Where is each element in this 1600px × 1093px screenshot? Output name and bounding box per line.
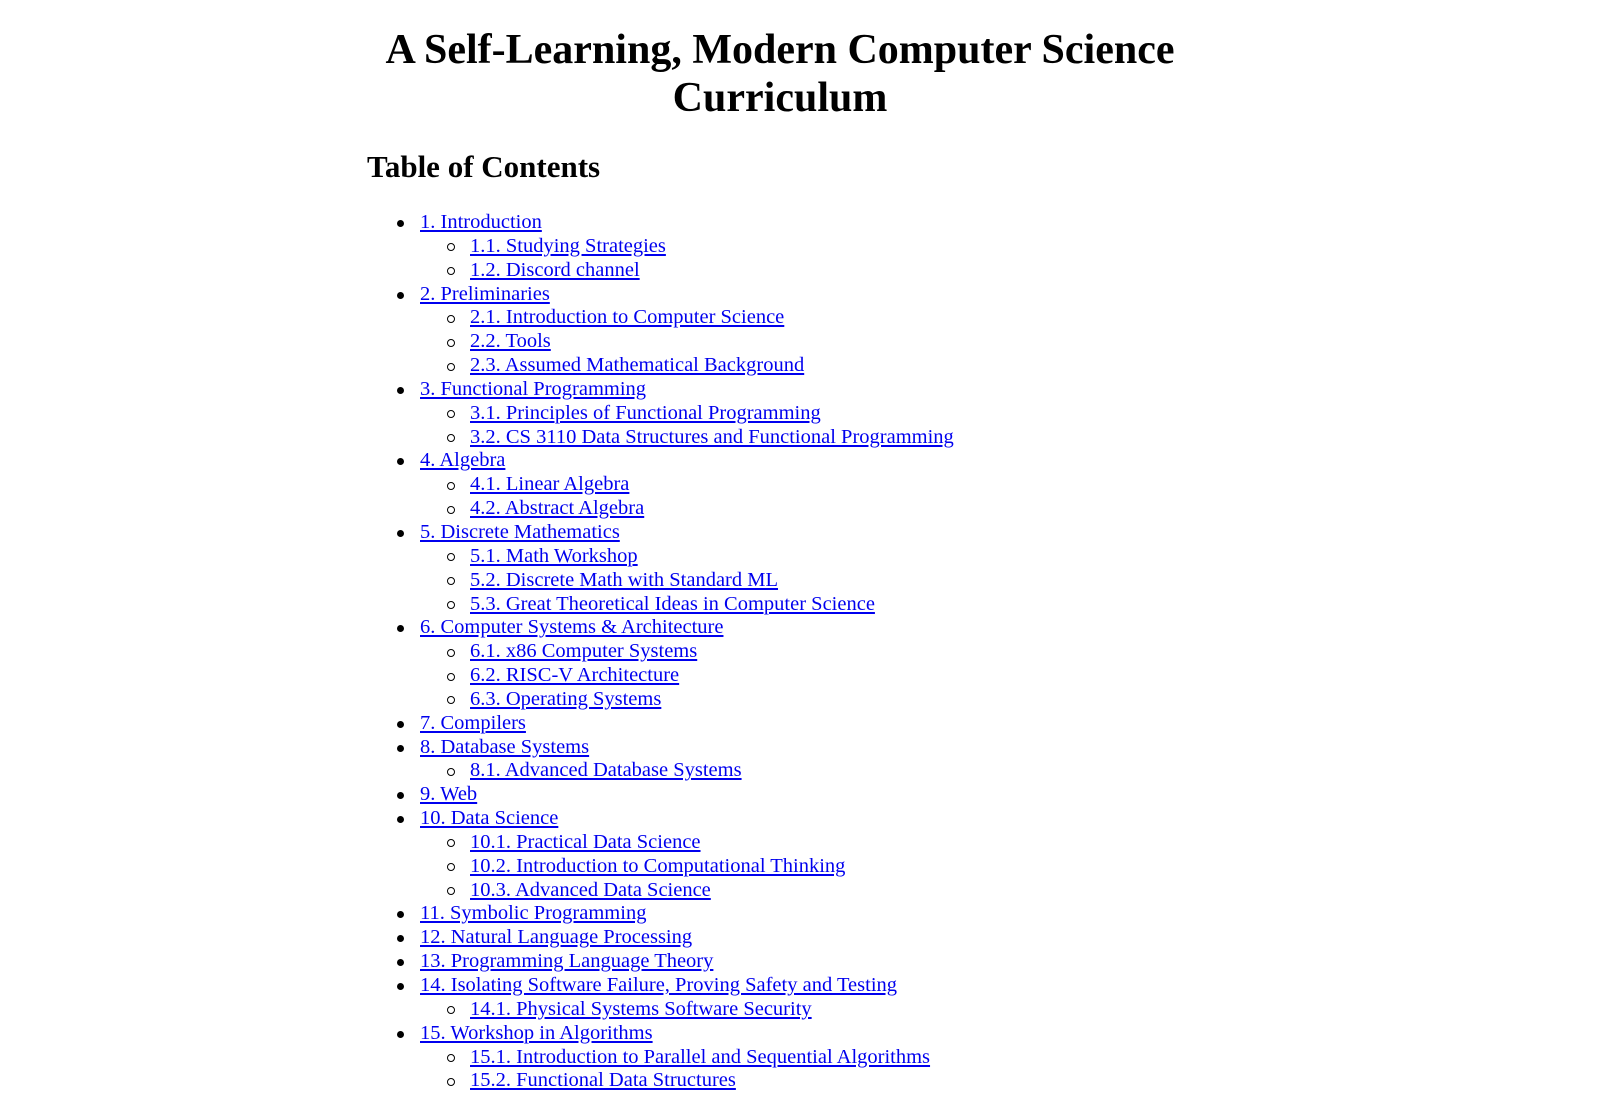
toc-subsection (470, 1046, 954, 1070)
toc-subsection-link[interactable]: 4.1. Linear Algebra (470, 473, 630, 496)
toc-subsection (470, 879, 954, 903)
toc-section (420, 807, 954, 902)
toc-subsection (470, 426, 954, 450)
toc-subsection-link[interactable]: 6.1. x86 Computer Systems (470, 640, 698, 663)
toc-subsection-link[interactable]: 6.3. Operating Systems (470, 687, 662, 710)
toc-section-link[interactable]: 9. Web (420, 783, 478, 806)
toc-section (420, 283, 954, 378)
toc-subsection-link[interactable]: 1.2. Discord channel (470, 258, 640, 281)
toc-subsection (470, 354, 954, 378)
toc-subsection-link[interactable]: 3.1. Principles of Functional Programming (470, 401, 821, 424)
toc-section (420, 1022, 954, 1093)
toc-subsection-link[interactable]: 5.1. Math Workshop (470, 544, 638, 567)
toc-subsection-list (420, 1046, 954, 1093)
toc-subsection (470, 235, 954, 259)
toc-section (420, 783, 954, 807)
toc-subsection (470, 306, 954, 330)
toc-subsection-list (420, 998, 954, 1022)
table-of-contents (420, 211, 954, 1093)
toc-section-link[interactable]: 7. Compilers (420, 711, 526, 734)
toc-subsection-list (420, 831, 954, 903)
toc-subsection (470, 569, 954, 593)
toc-section-link[interactable]: 10. Data Science (420, 807, 559, 830)
toc-heading: Table of Contents (367, 149, 601, 184)
toc-section-link[interactable]: 11. Symbolic Programming (420, 902, 647, 925)
toc-section-link[interactable]: 3. Functional Programming (420, 377, 647, 400)
toc-subsection-list (420, 402, 954, 450)
toc-section-link[interactable]: 4. Algebra (420, 449, 506, 472)
toc-section (420, 616, 954, 711)
toc-subsection (470, 545, 954, 569)
toc-subsection-link[interactable]: 2.1. Introduction to Computer Science (470, 306, 785, 329)
toc-section (420, 712, 954, 736)
toc-subsection-link[interactable]: 2.2. Tools (470, 330, 551, 353)
toc-subsection-link[interactable]: 14.1. Physical Systems Software Security (470, 997, 812, 1020)
toc-subsection (470, 855, 954, 879)
toc-subsection (470, 998, 954, 1022)
toc-subsection-link[interactable]: 15.2. Functional Data Structures (470, 1069, 736, 1092)
toc-subsection-link[interactable]: 8.1. Advanced Database Systems (470, 759, 742, 782)
toc-section (420, 211, 954, 283)
toc-section (420, 378, 954, 450)
toc-section-link[interactable]: 1. Introduction (420, 211, 542, 233)
toc-subsection (470, 259, 954, 283)
toc-section-link[interactable]: 8. Database Systems (420, 735, 590, 758)
toc-section (420, 974, 954, 1022)
toc-section-link[interactable]: 5. Discrete Mathematics (420, 520, 620, 543)
toc-section (420, 449, 954, 521)
toc-section (420, 902, 954, 926)
toc-subsection-link[interactable]: 5.2. Discrete Math with Standard ML (470, 568, 779, 591)
toc-subsection-link[interactable]: 10.3. Advanced Data Science (470, 878, 711, 901)
toc-subsection (470, 497, 954, 521)
toc-subsection-link[interactable]: 3.2. CS 3110 Data Structures and Functional Programming (470, 425, 954, 448)
toc-subsection-list (420, 473, 954, 521)
toc-subsection-link[interactable]: 6.2. RISC-V Architecture (470, 664, 680, 687)
toc-subsection-link[interactable]: 15.1. Introduction to Parallel and Sequential Algorithms (470, 1045, 931, 1068)
toc-section-link[interactable]: 2. Preliminaries (420, 282, 550, 305)
toc-section-link[interactable]: 12. Natural Language Processing (420, 926, 693, 949)
toc-subsection (470, 831, 954, 855)
toc-subsection-link[interactable]: 1.1. Studying Strategies (470, 234, 666, 257)
toc-section (420, 950, 954, 974)
toc-section-link[interactable]: 13. Programming Language Theory (420, 950, 714, 973)
toc-subsection (470, 640, 954, 664)
toc-subsection (470, 473, 954, 497)
toc-subsection-list (420, 235, 954, 283)
page-title: A Self-Learning, Modern Computer Science Curriculum (385, 27, 1175, 121)
toc-subsection (470, 1069, 954, 1093)
toc-section-link[interactable]: 14. Isolating Software Failure, Proving Safety and Testing (420, 974, 898, 996)
toc-section-link[interactable]: 15. Workshop in Algorithms (420, 1021, 653, 1044)
toc-section-link[interactable]: 6. Computer Systems & Architecture (420, 616, 724, 639)
toc-section (420, 521, 954, 616)
toc-subsection-list (420, 306, 954, 378)
toc-section (420, 736, 954, 784)
toc-subsection-link[interactable]: 5.3. Great Theoretical Ideas in Computer Science (470, 592, 875, 615)
toc-subsection (470, 664, 954, 688)
toc-subsection (470, 593, 954, 617)
toc-subsection-list (420, 759, 954, 783)
toc-subsection (470, 402, 954, 426)
toc-subsection-list (420, 545, 954, 617)
toc-subsection-link[interactable]: 10.1. Practical Data Science (470, 830, 701, 853)
toc-subsection-link[interactable]: 10.2. Introduction to Computational Thinking (470, 854, 846, 877)
toc-subsection (470, 688, 954, 712)
toc-subsection (470, 330, 954, 354)
toc-subsection (470, 759, 954, 783)
toc-subsection-link[interactable]: 4.2. Abstract Algebra (470, 497, 645, 520)
toc-subsection-list (420, 640, 954, 712)
toc-section (420, 926, 954, 950)
toc-subsection-link[interactable]: 2.3. Assumed Mathematical Background (470, 354, 805, 377)
